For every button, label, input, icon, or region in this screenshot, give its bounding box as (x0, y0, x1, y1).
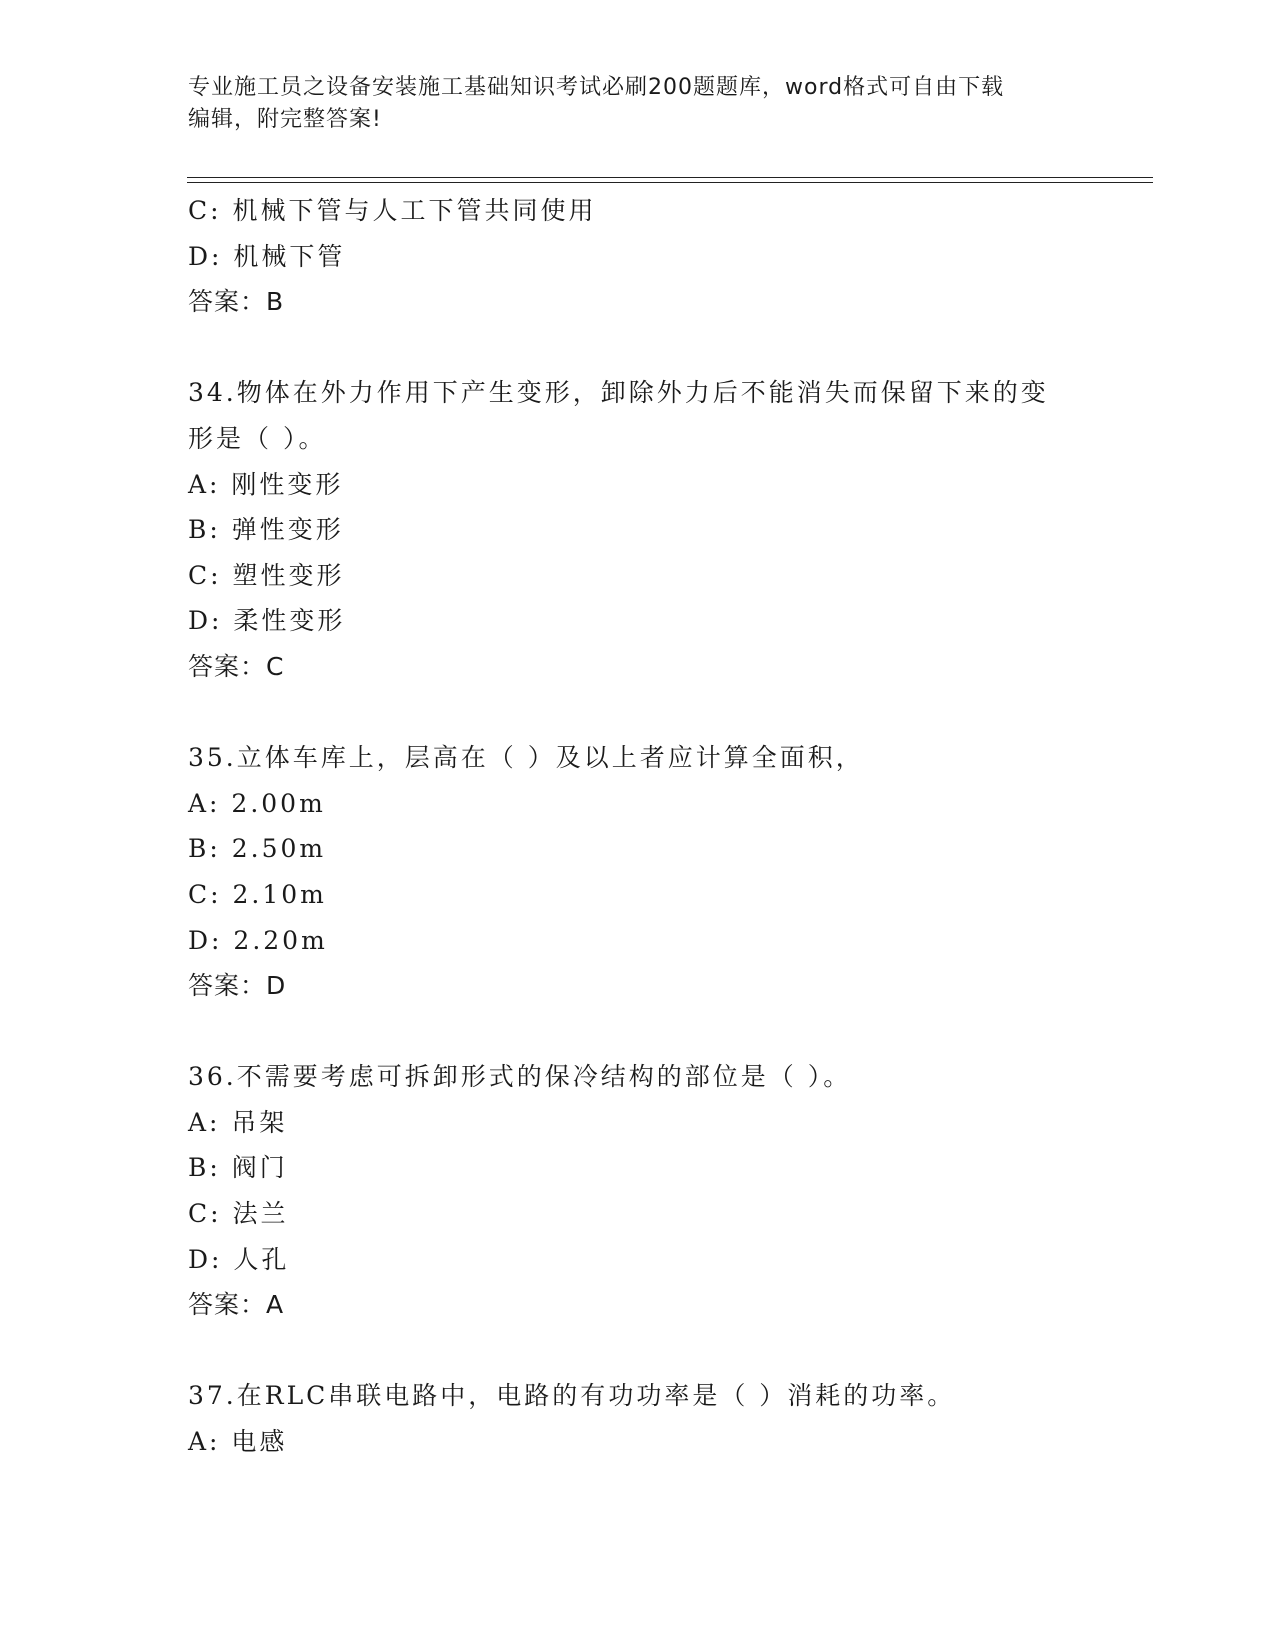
header-divider-top (187, 177, 1153, 178)
option-c: C: 法兰 (188, 1199, 289, 1229)
question-36 (188, 1054, 1088, 1328)
option-d: D: 2.20m (188, 925, 328, 955)
answer: 答案：B (188, 287, 285, 317)
question-list (188, 188, 1088, 1465)
option-d: D: 人孔 (188, 1244, 290, 1274)
answer: 答案：D (188, 971, 287, 1001)
option-a: A: 2.00m (188, 788, 326, 818)
question-stem: 36.不需要考虑可拆卸形式的保冷结构的部位是（ ）。 (188, 1062, 852, 1092)
question-stem: 35.立体车库上，层高在（ ）及以上者应计算全面积， (188, 743, 864, 773)
spacer (188, 690, 1088, 736)
answer: 答案：A (188, 1290, 285, 1320)
question-37 (188, 1373, 1088, 1464)
document-header (188, 72, 1068, 136)
option-c: C: 2.10m (188, 879, 327, 909)
option-a: A: 刚性变形 (188, 469, 344, 499)
question-34 (188, 370, 1088, 689)
option-b: B: 弹性变形 (188, 515, 344, 545)
spacer (188, 1328, 1088, 1374)
spacer (188, 1009, 1088, 1055)
question-35 (188, 735, 1088, 1009)
answer: 答案：C (188, 651, 285, 681)
option-d: D: 机械下管 (188, 241, 346, 271)
question-stem-line-2: 形是（ ）。 (188, 423, 327, 453)
option-a: A: 吊架 (188, 1107, 288, 1137)
header-divider-bottom (187, 182, 1153, 183)
option-b: B: 阀门 (188, 1153, 288, 1183)
option-c: C: 机械下管与人工下管共同使用 (188, 196, 597, 225)
spacer (188, 325, 1088, 371)
question-stem-line-1: 34.物体在外力作用下产生变形，卸除外力后不能消失而保留下来的变 (188, 378, 1049, 408)
question-33-continued (188, 188, 1088, 325)
option-c: C: 塑性变形 (188, 560, 345, 590)
header-title-line-1: 专业施工员之设备安装施工基础知识考试必刷200题题库，word格式可自由下载 (188, 75, 1005, 100)
option-d: D: 柔性变形 (188, 606, 346, 636)
option-b: B: 2.50m (188, 834, 327, 864)
option-a: A: 电感 (188, 1427, 288, 1457)
question-stem: 37.在RLC串联电路中，电路的有功功率是（ ）消耗的功率。 (188, 1381, 956, 1411)
header-title-line-2: 编辑，附完整答案! (188, 107, 382, 132)
